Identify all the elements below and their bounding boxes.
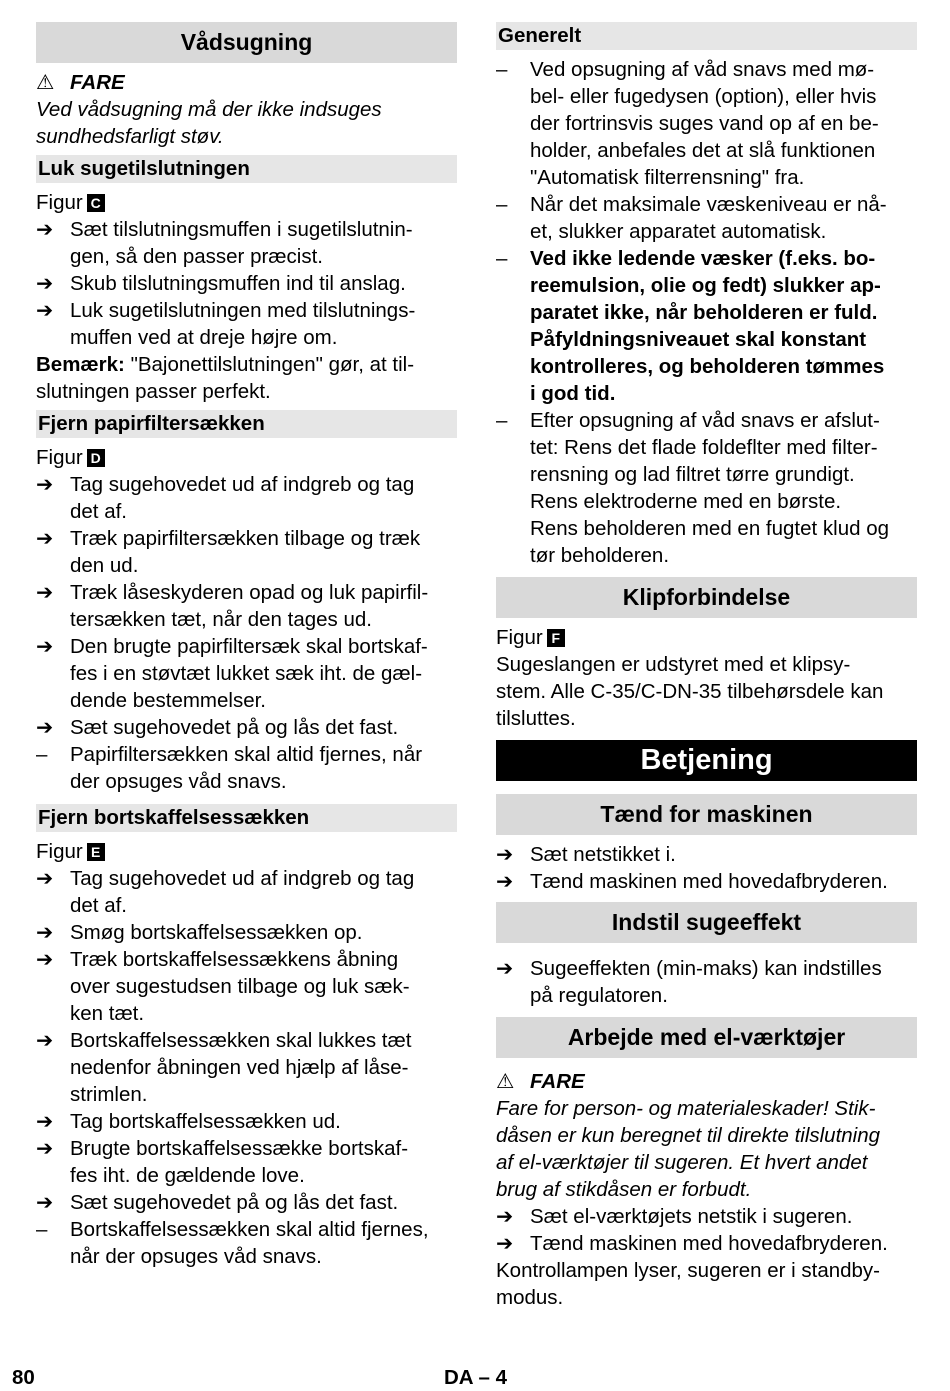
section-code: DA – 4	[444, 1366, 508, 1389]
danger-notice	[36, 69, 457, 96]
list-item: ➔ Smøg bortskaffelsessækken op.	[36, 921, 363, 944]
page-number: 80	[12, 1366, 35, 1389]
danger-notice	[496, 1068, 917, 1095]
list-item: ➔ Træk låseskyderen opad og luk papirfil- tersækken tæt, når den tages ud.	[36, 581, 429, 631]
arrow-icon: ➔	[496, 870, 514, 893]
figure-reference: Figur C	[36, 189, 457, 216]
list-item: ➔ Træk papirfiltersækken tilbage og træk den ud.	[36, 527, 421, 577]
list-item: – Efter opsugning af våd snavs er afslut- tet: Rens det flade foldeflter med filter- rensning og lad filtret tørre grundigt. Rens elektroderne med en børste. Rens beholderen med en fugtet klud og tør beholderen.	[496, 409, 890, 567]
body-line: Sugeslangen er udstyret med et klipsy-	[496, 653, 851, 676]
dash-marker: –	[496, 58, 508, 81]
heading-fjern-bortskaffelsessaekken: Fjern bortskaffelsessækken	[36, 804, 457, 832]
list-item: ➔ Tag bortskaffelsessækken ud.	[36, 1110, 341, 1133]
arrow-icon: ➔	[36, 299, 54, 322]
list-item: ➔ Sæt sugehovedet på og lås det fast.	[36, 716, 399, 739]
arrow-icon: ➔	[36, 527, 54, 550]
arrow-icon: ➔	[36, 921, 54, 944]
warning-line: dåsen er kun beregnet til direkte tilslutning	[496, 1124, 881, 1147]
heading-vadsugning: Vådsugning	[36, 22, 457, 63]
heading-arbejde-med-el-vaerktojer: Arbejde med el-værktøjer	[496, 1017, 917, 1058]
figure-letter-box: F	[547, 629, 565, 647]
arrow-icon: ➔	[36, 1029, 54, 1052]
list-item: ➔ Tag sugehovedet ud af indgreb og tag det af.	[36, 473, 415, 523]
dash-marker: –	[496, 247, 508, 270]
body-line: Kontrollampen lyser, sugeren er i standby-	[496, 1259, 881, 1282]
list-item: ➔ Luk sugetilslutningen med tilslutnings- muffen ved at dreje højre om.	[36, 299, 416, 349]
list-item: ➔ Sæt sugehovedet på og lås det fast.	[36, 1191, 399, 1214]
heading-klipforbindelse: Klipforbindelse	[496, 577, 917, 618]
warning-triangle-icon: ⚠	[496, 1070, 515, 1093]
body-line: stem. Alle C-35/C-DN-35 tilbehørsdele kan	[496, 680, 884, 703]
figure-letter-box: E	[87, 843, 105, 861]
list-item: ➔ Tag sugehovedet ud af indgreb og tag det af.	[36, 867, 415, 917]
heading-generelt: Generelt	[496, 22, 917, 50]
chapter-heading-betjening: Betjening	[496, 740, 917, 781]
danger-label: FARE	[530, 1070, 585, 1093]
list-item: ➔ Skub tilslutningsmuffen ind til anslag.	[36, 272, 406, 295]
warning-line: Ved vådsugning må der ikke indsuges	[36, 98, 382, 121]
figure-reference: Figur F	[496, 624, 917, 651]
list-item: – Bortskaffelsessækken skal altid fjernes, når der opsuges våd snavs.	[36, 1218, 429, 1268]
arrow-icon: ➔	[36, 1137, 54, 1160]
warning-line: af el-værktøjer til sugeren. Et hvert andet	[496, 1151, 868, 1174]
arrow-icon: ➔	[36, 581, 54, 604]
heading-indstil-sugeeffekt: Indstil sugeeffekt	[496, 902, 917, 943]
danger-label: FARE	[70, 71, 125, 94]
arrow-icon: ➔	[36, 635, 54, 658]
note-label: Bemærk:	[36, 353, 125, 376]
heading-fjern-papirfiltersaekken: Fjern papirfiltersækken	[36, 410, 457, 438]
arrow-icon: ➔	[496, 957, 514, 980]
list-item: ➔ Den brugte papirfiltersæk skal bortskaf- fes i en støvtæt lukket sæk iht. de gæl- dende bestemmelser.	[36, 635, 428, 712]
list-item: ➔ Træk bortskaffelsessækkens åbning over sugestudsen tilbage og luk sæk- ken tæt.	[36, 948, 410, 1025]
dash-marker: –	[496, 409, 508, 432]
list-item: ➔ Sæt tilslutningsmuffen i sugetilslutnin- gen, så den passer præcist.	[36, 218, 413, 268]
arrow-icon: ➔	[36, 218, 54, 241]
heading-taend-for-maskinen: Tænd for maskinen	[496, 794, 917, 835]
figure-reference: Figur E	[36, 838, 457, 865]
body-line: modus.	[496, 1286, 564, 1309]
arrow-icon: ➔	[36, 867, 54, 890]
arrow-icon: ➔	[36, 716, 54, 739]
figure-reference: Figur D	[36, 444, 457, 471]
warning-line: brug af stikdåsen er forbudt.	[496, 1178, 752, 1201]
list-item: ➔ Sugeeffekten (min-maks) kan indstilles på regulatoren.	[496, 957, 882, 1007]
arrow-icon: ➔	[36, 473, 54, 496]
left-column	[36, 22, 457, 1270]
list-item: ➔ Tænd maskinen med hovedafbryderen.	[496, 1232, 888, 1255]
list-item: ➔ Sæt el-værktøjets netstik i sugeren.	[496, 1205, 853, 1228]
list-item-bold: – Ved ikke ledende væsker (f.eks. bo- reemulsion, olie og fedt) slukker ap- paratet ikke, når beholderen er fuld. Påfyldningsniveauet skal konstant kontrolleres, og beholderen tømmes i god tid.	[496, 247, 885, 405]
note-text: slutningen passer perfekt.	[36, 380, 271, 403]
note-text: Bemærk: "Bajonettilslutningen" gør, at til-	[36, 353, 415, 376]
arrow-icon: ➔	[36, 1110, 54, 1133]
arrow-icon: ➔	[496, 1232, 514, 1255]
dash-marker: –	[36, 1218, 48, 1241]
list-item: ➔ Bortskaffelsessækken skal lukkes tæt nedenfor åbningen ved hjælp af låse- strimlen.	[36, 1029, 412, 1106]
warning-line: Fare for person- og materialeskader! Stik-	[496, 1097, 876, 1120]
list-item: ➔ Tænd maskinen med hovedafbryderen.	[496, 870, 888, 893]
warning-triangle-icon: ⚠	[36, 71, 55, 94]
figure-letter-box: C	[87, 194, 105, 212]
warning-line: sundhedsfarligt støv.	[36, 125, 224, 148]
list-item: ➔ Sæt netstikket i.	[496, 843, 676, 866]
heading-luk-sugetilslutningen: Luk sugetilslutningen	[36, 155, 457, 183]
arrow-icon: ➔	[36, 272, 54, 295]
list-item: – Når det maksimale væskeniveau er nå- et, slukker apparatet automatisk.	[496, 193, 887, 243]
list-item: ➔ Brugte bortskaffelsessække bortskaf- fes iht. de gældende love.	[36, 1137, 409, 1187]
body-line: tilsluttes.	[496, 707, 576, 730]
arrow-icon: ➔	[36, 948, 54, 971]
dash-marker: –	[496, 193, 508, 216]
list-item: – Ved opsugning af våd snavs med mø- bel- eller fugedysen (option), eller hvis der fortrinsvis suges vand op af en be- holder, anbefales det at slå funktionen "Automatisk filterrensning" fra.	[496, 58, 879, 189]
figure-letter-box: D	[87, 449, 105, 467]
list-item: – Papirfiltersækken skal altid fjernes, når der opsuges våd snavs.	[36, 743, 423, 793]
right-column	[496, 22, 917, 1311]
arrow-icon: ➔	[496, 843, 514, 866]
arrow-icon: ➔	[496, 1205, 514, 1228]
dash-marker: –	[36, 743, 48, 766]
arrow-icon: ➔	[36, 1191, 54, 1214]
